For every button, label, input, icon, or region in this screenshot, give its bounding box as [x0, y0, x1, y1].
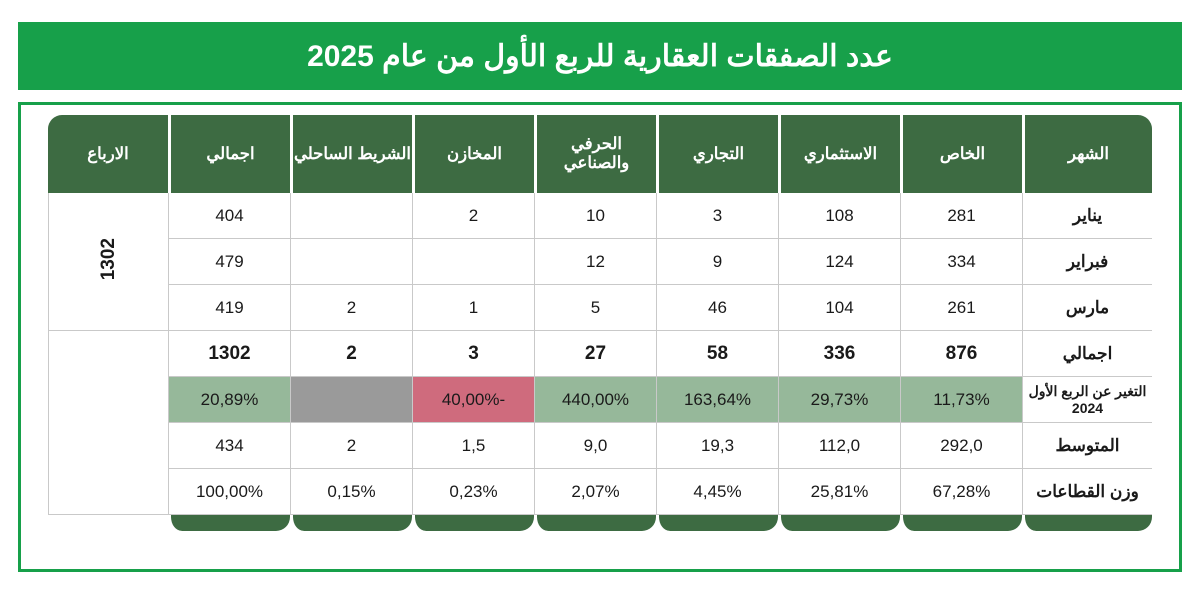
column-header-warehouses: المخازن [412, 115, 534, 193]
cell-average-coastal: 2 [290, 423, 412, 469]
cell-weight-commercial: 4,45% [656, 469, 778, 515]
row-label-march: مارس [1022, 285, 1152, 331]
column-header-commercial: التجاري [656, 115, 778, 193]
cell-average-total: 434 [168, 423, 290, 469]
cell-february-private: 334 [900, 239, 1022, 285]
cell-average-private: 292,0 [900, 423, 1022, 469]
cell-total-total: 1302 [168, 331, 290, 377]
strip-segment [778, 515, 900, 531]
strip-segment [1022, 515, 1152, 531]
cell-february-investment: 124 [778, 239, 900, 285]
column-header-quarters: الارباع [48, 115, 168, 193]
column-header-private: الخاص [900, 115, 1022, 193]
cell-change-warehouses: -40,00% [412, 377, 534, 423]
table-row [48, 469, 1152, 515]
row-label-february: فبراير [1022, 239, 1152, 285]
cell-january-private: 281 [900, 193, 1022, 239]
column-header-month: الشهر [1022, 115, 1152, 193]
table-row [48, 239, 1152, 285]
real-estate-deals-table [48, 115, 1152, 531]
cell-total-investment: 336 [778, 331, 900, 377]
cell-weight-investment: 25,81% [778, 469, 900, 515]
cell-january-investment: 108 [778, 193, 900, 239]
cell-february-total: 479 [168, 239, 290, 285]
table-row [48, 377, 1152, 423]
column-header-coastal-strip: الشريط الساحلي [290, 115, 412, 193]
quarter-total-value: 1302 [97, 237, 119, 281]
quarter-column-filler [48, 331, 168, 515]
cell-total-craft: 27 [534, 331, 656, 377]
cell-total-private: 876 [900, 331, 1022, 377]
cell-weight-private: 67,28% [900, 469, 1022, 515]
data-table-wrapper [48, 115, 1152, 560]
cell-february-coastal [290, 239, 412, 285]
cell-march-warehouses: 1 [412, 285, 534, 331]
cell-average-investment: 112,0 [778, 423, 900, 469]
column-header-investment: الاستثماري [778, 115, 900, 193]
table-row [48, 331, 1152, 377]
page-title: عدد الصفقات العقارية للربع الأول من عام 2025 [307, 39, 893, 73]
table-row [48, 285, 1152, 331]
table-row [48, 423, 1152, 469]
strip-segment [412, 515, 534, 531]
cell-weight-total: 100,00% [168, 469, 290, 515]
cell-change-private: 11,73% [900, 377, 1022, 423]
table-header-row [48, 115, 1152, 193]
cell-total-coastal: 2 [290, 331, 412, 377]
cell-march-coastal: 2 [290, 285, 412, 331]
table-row [48, 193, 1152, 239]
title-bar [18, 22, 1182, 90]
cell-february-craft: 12 [534, 239, 656, 285]
strip-segment-blank [48, 515, 168, 531]
cell-average-warehouses: 1,5 [412, 423, 534, 469]
strip-segment [656, 515, 778, 531]
cell-change-craft: 440,00% [534, 377, 656, 423]
row-label-sector-weight: وزن القطاعات [1022, 469, 1152, 515]
strip-segment [290, 515, 412, 531]
cell-february-warehouses [412, 239, 534, 285]
cell-march-investment: 104 [778, 285, 900, 331]
cell-weight-coastal: 0,15% [290, 469, 412, 515]
cell-change-coastal [290, 377, 412, 423]
strip-segment [900, 515, 1022, 531]
cell-january-craft: 10 [534, 193, 656, 239]
cell-january-warehouses: 2 [412, 193, 534, 239]
cell-change-commercial: 163,64% [656, 377, 778, 423]
cell-total-commercial: 58 [656, 331, 778, 377]
cell-january-total: 404 [168, 193, 290, 239]
strip-segment [168, 515, 290, 531]
cell-january-commercial: 3 [656, 193, 778, 239]
row-label-january: يناير [1022, 193, 1152, 239]
row-label-average: المتوسط [1022, 423, 1152, 469]
row-label-change: التغير عن الربع الأول 2024 [1022, 377, 1152, 423]
table-bottom-strip [48, 515, 1152, 531]
cell-february-commercial: 9 [656, 239, 778, 285]
cell-weight-craft: 2,07% [534, 469, 656, 515]
cell-quarter-total [48, 193, 168, 331]
cell-average-craft: 9,0 [534, 423, 656, 469]
cell-weight-warehouses: 0,23% [412, 469, 534, 515]
cell-total-warehouses: 3 [412, 331, 534, 377]
cell-march-craft: 5 [534, 285, 656, 331]
strip-segment [534, 515, 656, 531]
cell-january-coastal [290, 193, 412, 239]
column-header-craft-industrial: الحرفي والصناعي [534, 115, 656, 193]
row-label-total: اجمالي [1022, 331, 1152, 377]
cell-march-total: 419 [168, 285, 290, 331]
cell-march-commercial: 46 [656, 285, 778, 331]
cell-average-commercial: 19,3 [656, 423, 778, 469]
column-header-total: اجمالي [168, 115, 290, 193]
cell-change-investment: 29,73% [778, 377, 900, 423]
cell-march-private: 261 [900, 285, 1022, 331]
cell-change-total: 20,89% [168, 377, 290, 423]
